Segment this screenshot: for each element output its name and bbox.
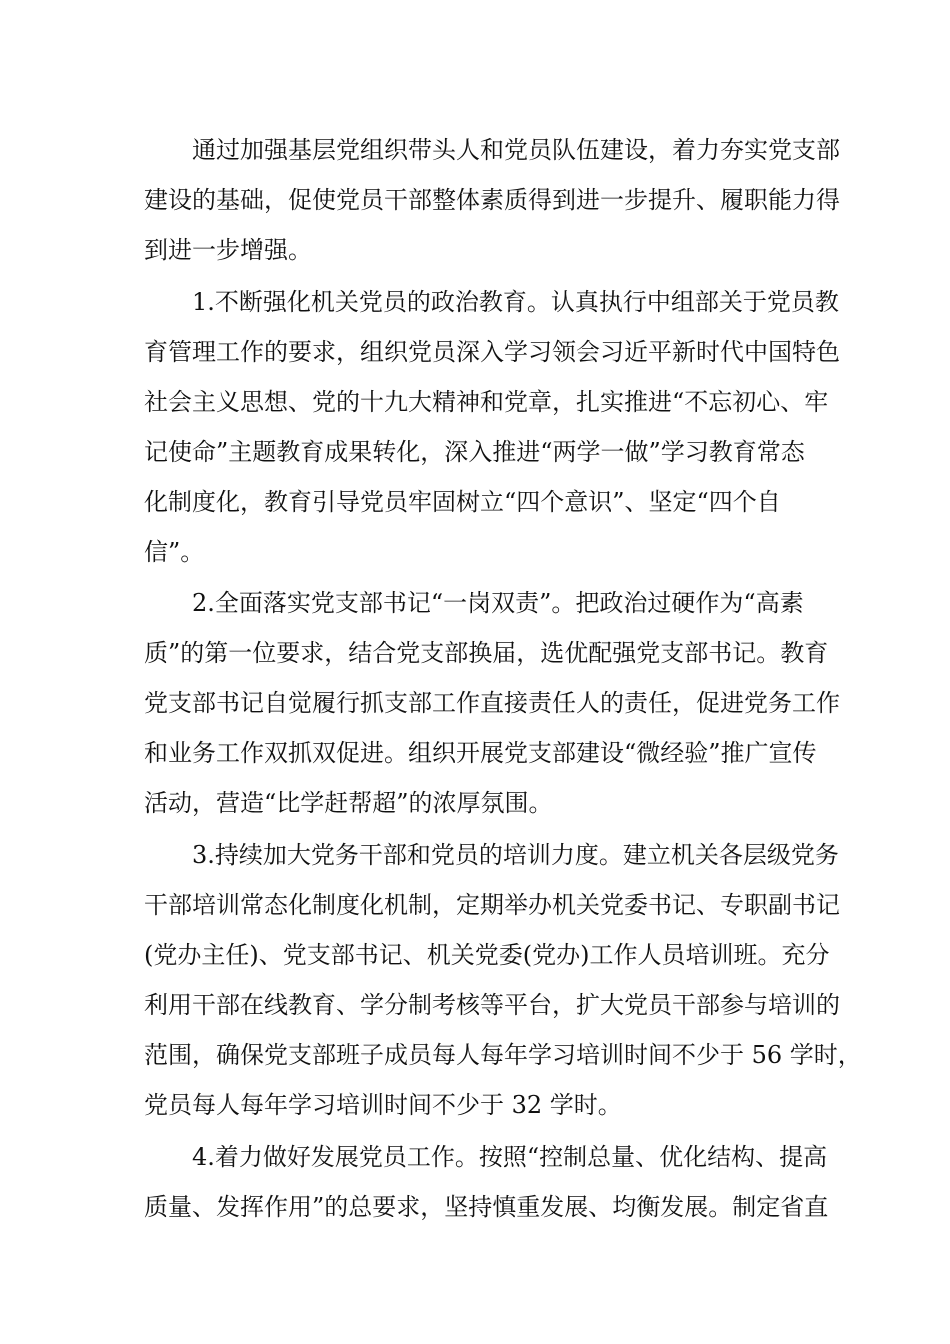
paragraph-item-2 (144, 578, 840, 828)
text-line: 记使命”主题教育成果转化，深入推进“两学一做”学习教育常态 (144, 438, 805, 466)
text-line: 党支部书记自觉履行抓支部工作直接责任人的责任，促进党务工作 (144, 689, 840, 717)
paragraph-item-1 (144, 277, 840, 577)
text-line: 活动，营造“比学赶帮超”的浓厚氛围。 (144, 789, 553, 817)
paragraph-item-3 (144, 830, 862, 1130)
text-line: 党员每人每年学习培训时间不少于 32 学时。 (144, 1091, 622, 1119)
text-line: 质量、发挥作用”的总要求，坚持慎重发展、均衡发展。制定省直 (144, 1193, 829, 1221)
paragraph-intro (144, 125, 840, 275)
text-line: 干部培训常态化制度化机制，定期举办机关党委书记、专职副书记 (144, 891, 840, 919)
text-line: 4.着力做好发展党员工作。按照“控制总量、优化结构、提高 (192, 1143, 828, 1171)
text-line: 利用干部在线教育、学分制考核等平台，扩大党员干部参与培训的 (144, 991, 840, 1019)
text-line: 和业务工作双抓双促进。组织开展党支部建设“微经验”推广宣传 (144, 739, 817, 767)
text-line: 质”的第一位要求，结合党支部换届，选优配强党支部书记。教育 (144, 639, 829, 667)
text-line: 3.持续加大党务干部和党员的培训力度。建立机关各层级党务 (192, 841, 839, 869)
text-line: 信”。 (144, 538, 205, 566)
paragraph-item-4 (144, 1132, 829, 1232)
text-line: 通过加强基层党组织带头人和党员队伍建设，着力夯实党支部 (192, 136, 840, 164)
text-line: 1.不断强化机关党员的政治教育。认真执行中组部关于党员教 (192, 288, 839, 316)
text-line: 2.全面落实党支部书记“一岗双责”。把政治过硬作为“高素 (192, 589, 804, 617)
text-line: 建设的基础，促使党员干部整体素质得到进一步提升、履职能力得 (144, 186, 840, 214)
text-line: 范围，确保党支部班子成员每人每年学习培训时间不少于 56 学时， (144, 1041, 862, 1069)
text-line: 社会主义思想、党的十九大精神和党章，扎实推进“不忘初心、牢 (144, 388, 829, 416)
text-line: 育管理工作的要求，组织党员深入学习领会习近平新时代中国特色 (144, 338, 840, 366)
text-line: (党办主任)、党支部书记、机关党委(党办)工作人员培训班。充分 (144, 941, 830, 969)
text-line: 化制度化，教育引导党员牢固树立“四个意识”、坚定“四个自 (144, 488, 781, 516)
text-line: 到进一步增强。 (144, 236, 312, 264)
